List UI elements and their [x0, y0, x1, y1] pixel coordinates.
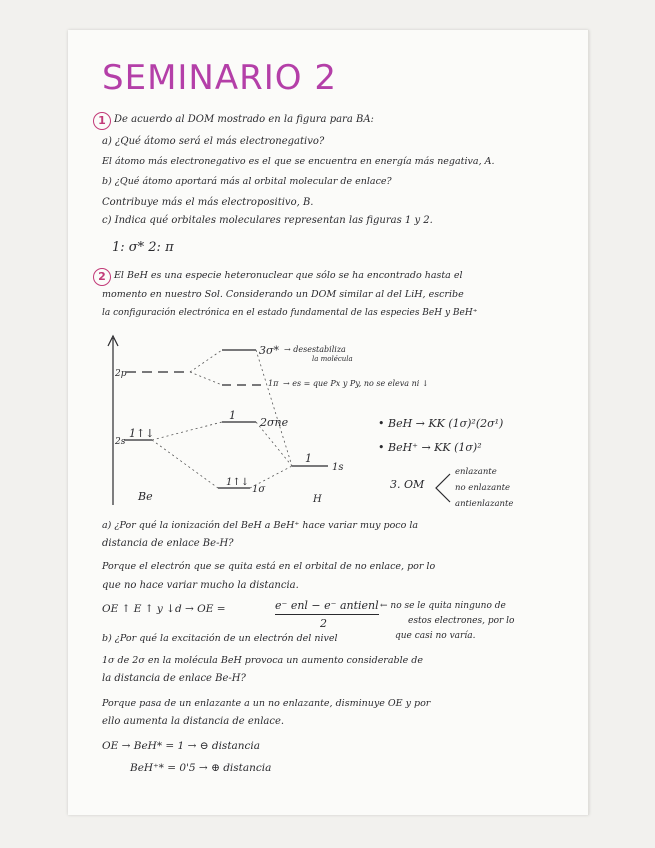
mo-3s-note-2: la molécula	[312, 355, 353, 363]
om-type-3: antienlazante	[455, 499, 514, 509]
question-1-number: 1	[93, 112, 111, 130]
q1-a-question: a) ¿Qué átomo será el más electronegativo?	[102, 136, 325, 147]
be-2s-label: 2s	[115, 437, 126, 447]
h-1s-label: 1s	[332, 462, 344, 473]
h-1s-electron: 1	[305, 452, 312, 465]
q2-b-question-line-3: la distancia de enlace Be-H?	[102, 673, 246, 684]
be-2s-electrons: 1↑↓	[129, 427, 155, 440]
q2-a-formula-note-3: que casi no varía.	[395, 631, 476, 641]
mo-1pi-note: → es = que Px y Py, no se eleva ni ↓	[283, 379, 429, 388]
q2-b-oe-line-2: BeH⁺* = 0'5 → ⊕ distancia	[130, 762, 272, 774]
q2-b-question-line-2: 1σ de 2σ en la molécula BeH provoca un aumento considerable de	[102, 655, 423, 666]
config-beh: • BeH → KK (1σ)²(2σ¹)	[378, 417, 504, 430]
q2-a-answer-line-1: Porque el electrón que se quita está en el orbital de no enlace, por lo	[102, 561, 436, 572]
mo-2s-label: 2σne	[260, 416, 289, 429]
mo-3s-label: 3σ*	[259, 344, 280, 357]
q2-a-formula-note-2: estos electrones, por lo	[408, 616, 515, 626]
q2-a-formula-note-1: ← no se le quita ninguno de	[380, 601, 506, 611]
q1-c-answer: 1: σ* 2: π	[112, 240, 174, 255]
q1-b-question: b) ¿Qué átomo aportará más al orbital molecular de enlace?	[102, 176, 392, 187]
q2-intro-line-3: la configuración electrónica en el estado fundamental de las especies BeH y BeH⁺	[102, 308, 478, 318]
om-type-1: enlazante	[455, 467, 497, 477]
om-label: 3. OM	[390, 478, 425, 491]
q1-c-question: c) Indica qué orbitales moleculares representan las figuras 1 y 2.	[102, 215, 433, 226]
q2-b-oe-line-1: OE → BeH* = 1 → ⊖ distancia	[102, 740, 261, 752]
page-title: SEMINARIO 2	[102, 58, 337, 98]
mo-2s-electron: 1	[229, 409, 236, 422]
q2-a-question-line-1: a) ¿Por qué la ionización del BeH a BeH⁺ hace variar muy poco la	[102, 520, 419, 531]
config-behplus: • BeH⁺ → KK (1σ)²	[378, 441, 482, 454]
q2-intro-line-1: El BeH es una especie heteronuclear que sólo se ha encontrado hasta el	[114, 270, 463, 281]
q1-a-answer: El átomo más electronegativo es el que se encuentra en energía más negativa, A.	[102, 156, 495, 167]
om-type-2: no enlazante	[455, 483, 511, 493]
h-atom-label: H	[313, 494, 322, 505]
mo-1s-label: 1σ	[252, 484, 266, 495]
q2-a-formula-lhs: OE ↑ E ↑ y ↓d → OE =	[102, 603, 226, 615]
q2-a-formula-denominator: 2	[320, 617, 327, 630]
q1-b-answer: Contribuye más el más electropositivo, B.	[102, 197, 314, 208]
q2-a-answer-line-2: que no hace variar mucho la distancia.	[102, 580, 299, 591]
mo-1pi-label: 1π	[268, 379, 279, 388]
q2-a-question-line-2: distancia de enlace Be-H?	[102, 538, 234, 549]
q2-intro-line-2: momento en nuestro Sol. Considerando un DOM similar al del LiH, escribe	[102, 289, 464, 300]
q2-b-question-line-1: b) ¿Por qué la excitación de un electrón del nivel	[102, 633, 338, 644]
q2-b-answer-line-1: Porque pasa de un enlazante a un no enlazante, disminuye OE y por	[102, 698, 431, 709]
q1-intro: De acuerdo al DOM mostrado en la figura para BA:	[114, 114, 374, 125]
q2-b-answer-line-2: ello aumenta la distancia de enlace.	[102, 716, 285, 727]
question-2-number: 2	[93, 268, 111, 286]
mo-3s-note-1: → desestabiliza	[284, 345, 346, 354]
q2-a-formula-numerator: e⁻ enl − e⁻ antienl	[275, 600, 379, 615]
be-atom-label: Be	[138, 490, 153, 503]
mo-1s-electrons: 1↑↓	[226, 477, 250, 488]
be-2p-label: 2p	[115, 369, 127, 379]
